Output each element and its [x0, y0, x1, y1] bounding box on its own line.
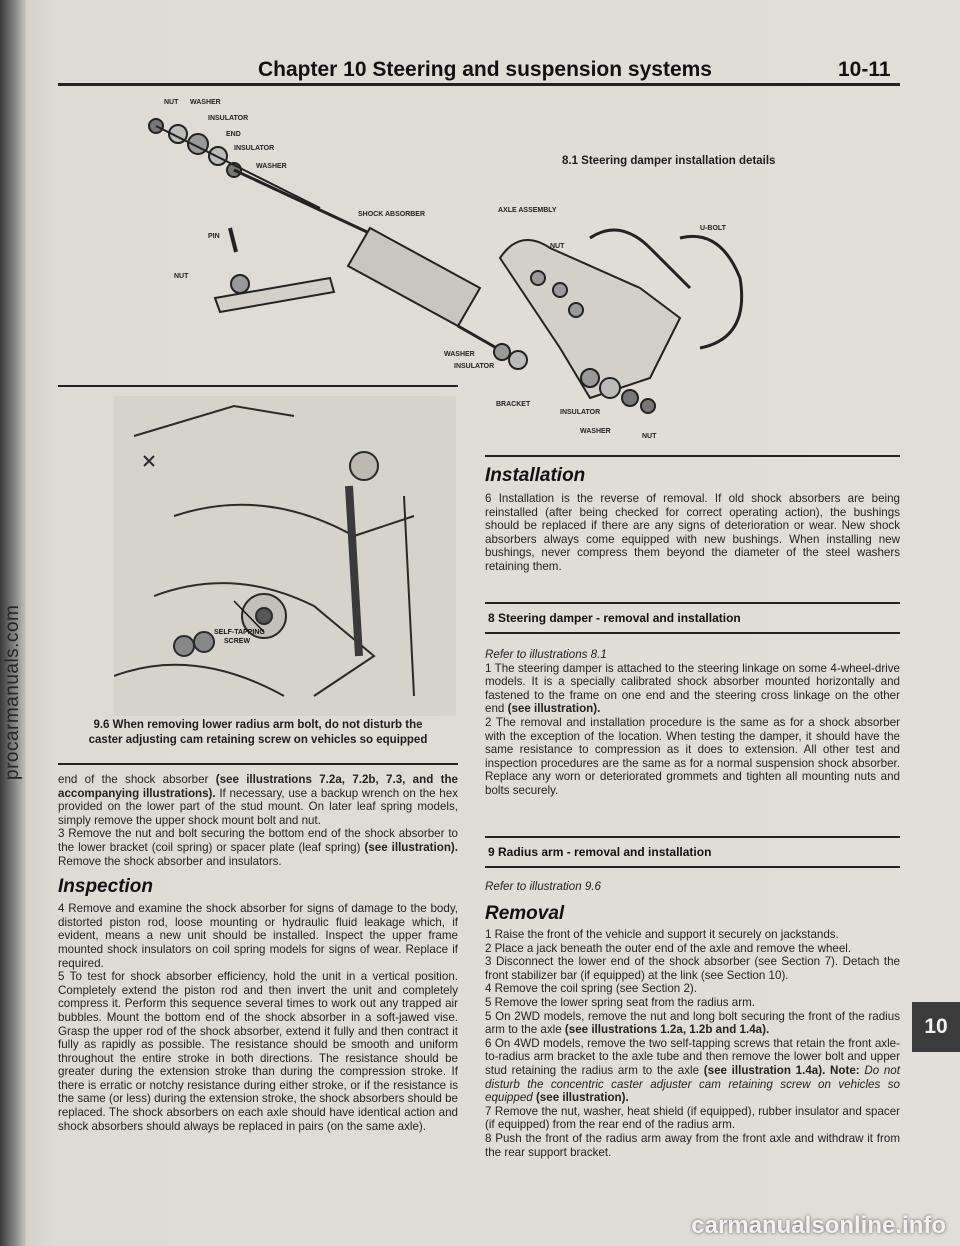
paragraph-6: 6 Installation is the reverse of removal. If old shock absorbers are being reinstalled (after being checked for correct operating action), the bushings should be replaced if there are any signs of deterioration or wear. New shock absorbers always come equipped with new bushings. When installing new bushings, never compress them beyond the diameter of the steel washers retaining them.: [485, 492, 900, 573]
header-rule: [58, 83, 900, 86]
installation-heading: Installation: [485, 465, 586, 486]
removal-step-1: 1 Raise the front of the vehicle and support it securely on jackstands.: [485, 928, 839, 941]
label-insulator-2: INSULATOR: [234, 145, 275, 152]
chapter-title: Chapter 10 Steering and suspension systems: [258, 58, 712, 81]
section-8-heading: 8 Steering damper - removal and installation: [488, 611, 741, 625]
paragraph-3: 3 Remove the nut and bolt securing the bottom end of the shock absorber to the lower bracket (coil spring) or spacer plate (leaf spring) (see illustration). Remove the shock absorber and insulators.: [58, 827, 458, 868]
label-insulator-bottom: INSULATOR: [454, 363, 495, 370]
bottom-watermark: carmanualsonline.info: [691, 1212, 946, 1239]
section-9-bottom-rule: [485, 866, 900, 868]
figure-divider-left: [58, 385, 458, 387]
removal-step-2: 2 Place a jack beneath the outer end of the axle and remove the wheel.: [485, 941, 852, 955]
label-end: END: [226, 131, 241, 138]
label-axle-assembly: AXLE ASSEMBLY: [498, 207, 557, 214]
removal-step-7: 7 Remove the nut, washer, heat shield (if equipped), rubber insulator and spacer (if equipped) from the rear end of the radius arm.: [485, 1104, 900, 1132]
label-u-bolt: U-BOLT: [700, 225, 726, 232]
label-bracket: BRACKET: [496, 401, 531, 408]
label-washer-top: WASHER: [190, 99, 221, 106]
removal-step-3: 3 Disconnect the lower end of the shock absorber (see Section 7). Detach the front stabilizer bar (if equipped) at the link (see Section 10).: [485, 955, 900, 982]
removal-step-5a: 5 Remove the lower spring seat from the radius arm.: [485, 995, 755, 1009]
label-shock-absorber: SHOCK ABSORBER: [358, 211, 426, 218]
section-8-body: [485, 648, 900, 798]
page-number: 10-11: [838, 58, 891, 81]
label-washer-3: WASHER: [580, 428, 611, 435]
removal-heading: Removal: [485, 903, 565, 924]
paragraph-continued: end of the shock absorber (see illustrations 7.2a, 7.2b, 7.3, and the accompanying illustrations). If necessary, use a backup wrench on the hex provided on the lower part of the stud mount. On later leaf spring models, simply remove the upper shock mount bolt and nut.: [58, 773, 458, 827]
removal-step-6: 6 On 4WD models, remove the two self-tapping screws that retain the front axle-to-radius arm bracket to the axle tube and then remove the lower bolt and upper stud retaining the radius arm to the axle (see illustration 1.4a). Note: Do not disturb the concentric caster adjuster cam retaining screw on vehicles so equipped (see illustration).: [485, 1036, 900, 1105]
paragraph-5: 5 To test for shock absorber efficiency, hold the unit in a vertical position. Completely extend the piston rod and then invert the unit and completely compress it. Perform this sequence several times to work out any trapped air bubbles. Mount the bottom end of the shock absorber in a soft-jawed vise. Grasp the upper rod of the shock absorber, extend it fully and then contract it fully as rapidly as possible. The resistance should be smooth and uniform throughout the entire stroke in both directions. The resistance should be greater during the extension stroke than during the compression stroke. If there is erratic or notchy resistance during either stroke, or if the resistance is the same (or less) during the extension stroke, the shock absorbers should be replaced. The shock absorbers on each axle should have identical action and shock absorbers should always be replaced in pairs (on the same axle).: [58, 970, 458, 1133]
left-text-column: [58, 773, 458, 1133]
removal-step-8: 8 Push the front of the radius arm away from the front axle and withdraw it from the rear support bracket.: [485, 1131, 900, 1159]
installation-rule: [485, 455, 900, 457]
section-8-bottom-rule: [485, 632, 900, 634]
section-9-top-rule: [485, 836, 900, 838]
removal-step-5b: 5 On 2WD models, remove the nut and long bolt securing the front of the radius arm to the axle (see illustrations 1.2a, 1.2b and 1.4a).: [485, 1009, 900, 1037]
label-pin: PIN: [208, 233, 220, 240]
label-insulator-1: INSULATOR: [208, 115, 249, 122]
removal-steps: [485, 928, 900, 1159]
figure-8-1-caption: 8.1 Steering damper installation details: [562, 155, 776, 167]
label-nut-left: NUT: [174, 273, 189, 280]
figure-9-6-caption-line2: caster adjusting cam retaining screw on vehicles so equipped: [88, 734, 428, 746]
section-8-top-rule: [485, 602, 900, 604]
section-8-paragraph-2: 2 The removal and installation procedure is the same as for a shock absorber with the exception of the location. When testing the damper, it should have the same resistance to compression as it does to extension. All other test and inspection procedures are the same as for a normal suspension shock absorber. Replace any worn or deteriorated grommets and tighten all mounting nuts and bolts securely.: [485, 715, 900, 797]
label-nut-right: NUT: [550, 243, 565, 250]
removal-step-4: 4 Remove the coil spring (see Section 2).: [485, 982, 698, 996]
inspection-heading: Inspection: [58, 876, 154, 898]
chapter-tab: 10: [912, 1002, 960, 1052]
section-9-refer: Refer to illustration 9.6: [485, 880, 601, 893]
section-8-refer: Refer to illustrations 8.1: [485, 648, 607, 661]
label-nut-top: NUT: [164, 99, 179, 106]
paragraph-4: 4 Remove and examine the shock absorber for signs of damage to the body, distorted piston rod, loose mounting or hydraulic fluid leakage which, if evident, means a new unit should be installed. Inspect the upper frame mounted shock insulators on coil spring models for signs of wear. Replace if required.: [58, 902, 458, 970]
figure-9-6-caption-line1: 9.6 When removing lower radius arm bolt, do not disturb the: [93, 719, 423, 731]
label-insulator-3: INSULATOR: [560, 409, 601, 416]
caption-rule-left: [58, 763, 458, 765]
figure-9-6-caption: [62, 718, 454, 748]
label-nut-bottom: NUT: [642, 433, 657, 440]
self-tapping-screw-label-2: SCREW: [224, 638, 251, 645]
section-8-paragraph-1: 1 The steering damper is attached to the steering linkage on some 4-wheel-drive models. It is a specially calibrated shock absorber mounted horizontally and fastened to the frame on one end and the steering cross linkage on the other end (see illustration).: [485, 661, 900, 716]
side-watermark: procarmanuals.com: [2, 604, 23, 780]
label-washer-2: WASHER: [256, 163, 287, 170]
section-9-heading: 9 Radius arm - removal and installation: [488, 845, 712, 859]
label-washer-bottom: WASHER: [444, 351, 475, 358]
radius-arm-photo: [114, 396, 456, 716]
self-tapping-screw-label-1: SELF-TAPPING: [214, 629, 265, 636]
